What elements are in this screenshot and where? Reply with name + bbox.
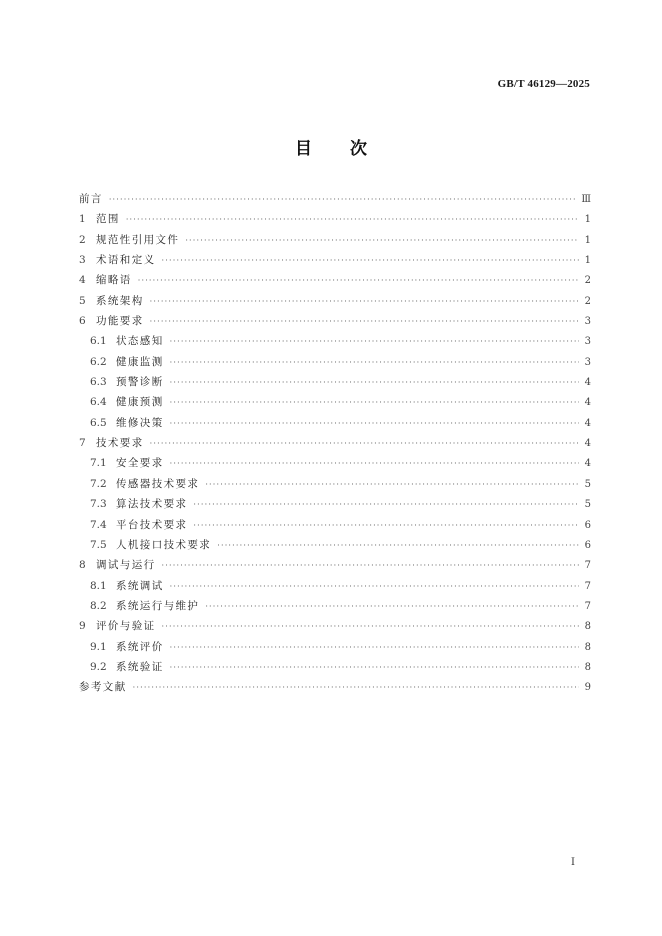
toc-entry-number: 2 [79, 233, 86, 246]
toc-entry[interactable] [79, 372, 591, 392]
toc-dot-leader [109, 190, 578, 210]
toc-entry-page: 2 [584, 295, 591, 307]
toc-entry-label: 安全要求 [116, 457, 164, 470]
toc-entry-number: 8.2 [90, 599, 107, 612]
toc-entry-label: 功能要求 [96, 315, 144, 328]
toc-entry[interactable] [79, 677, 591, 697]
toc-entry-page: 3 [584, 336, 591, 348]
toc-entry-number: 6.2 [90, 355, 107, 368]
toc-dot-leader [170, 393, 579, 413]
toc-entry-page: 7 [584, 560, 591, 572]
toc-entry-page: 5 [584, 499, 591, 511]
toc-dot-leader [162, 617, 580, 637]
toc-entry-number: 4 [79, 274, 86, 287]
toc-dot-leader [193, 516, 579, 536]
toc-dot-leader [170, 332, 579, 352]
toc-entry-page: 4 [584, 438, 591, 450]
toc-entry-label: 算法技术要求 [116, 498, 188, 511]
toc-entry-number: 9 [79, 620, 86, 633]
toc-entry-label: 健康监测 [116, 355, 164, 368]
toc-title: 目次 [295, 139, 405, 159]
toc-entry[interactable] [79, 433, 591, 453]
toc-entry-page: 8 [584, 621, 591, 633]
toc-entry[interactable] [79, 270, 591, 290]
toc-entry-number: 6.1 [90, 335, 107, 348]
toc-dot-leader [170, 577, 579, 597]
toc-entry[interactable] [79, 311, 591, 331]
page-number: I [571, 857, 575, 868]
toc-entry-label: 术语和定义 [96, 254, 156, 267]
toc-dot-leader [170, 658, 579, 678]
toc-dot-leader [138, 271, 579, 291]
toc-entry-page: 4 [584, 417, 591, 429]
toc-dot-leader [170, 353, 579, 373]
toc-dot-leader [133, 678, 579, 698]
toc-entry-label: 系统评价 [116, 640, 164, 653]
toc-entry-number: 7.4 [90, 518, 107, 531]
toc-dot-leader [126, 210, 579, 230]
toc-entry-label: 预警诊断 [116, 376, 164, 389]
toc-entry[interactable] [79, 250, 591, 270]
toc-entry-page: 4 [584, 458, 591, 470]
toc-entry-label: 状态感知 [116, 335, 164, 348]
toc-entry-number: 7.5 [90, 538, 107, 551]
toc-entry[interactable] [79, 413, 591, 433]
toc-entry-page: 1 [584, 214, 591, 226]
toc-dot-leader [217, 536, 579, 556]
toc-dot-leader [170, 373, 579, 393]
toc-entry-page: 7 [584, 580, 591, 592]
toc-entry-number: 7.1 [90, 457, 107, 470]
toc-entry-page: 1 [584, 255, 591, 267]
toc-entry-page: 9 [584, 682, 591, 694]
toc-entry[interactable] [79, 494, 591, 514]
toc-entry[interactable] [79, 474, 591, 494]
toc-entry-number: 7.3 [90, 498, 107, 511]
toc-entry-label: 维修决策 [116, 416, 164, 429]
toc-entry-page: 6 [584, 539, 591, 551]
toc-entry[interactable] [79, 515, 591, 535]
toc-entry[interactable] [79, 453, 591, 473]
toc-entry-number: 6.5 [90, 416, 107, 429]
toc-entry[interactable] [79, 392, 591, 412]
toc-entry-label: 前言 [79, 193, 103, 205]
toc-entry-number: 6 [79, 315, 86, 328]
toc-dot-leader [205, 475, 579, 495]
toc-entry-label: 技术要求 [96, 437, 144, 450]
toc-entry[interactable] [79, 535, 591, 555]
toc-entry-label: 缩略语 [96, 274, 132, 287]
toc-dot-leader [162, 556, 580, 576]
toc-entry-number: 9.2 [90, 660, 107, 673]
toc-dot-leader [170, 638, 579, 658]
toc-entry-number: 6.3 [90, 376, 107, 389]
toc-entry-number: 5 [79, 294, 86, 307]
toc-entry[interactable] [79, 209, 591, 229]
toc-dot-leader [150, 292, 579, 312]
toc-entry-page: Ⅲ [581, 194, 591, 205]
toc-entry[interactable] [79, 352, 591, 372]
toc-entry-number: 8.1 [90, 579, 107, 592]
toc-entry-page: 4 [584, 397, 591, 409]
toc-entry-label: 系统运行与维护 [116, 599, 200, 612]
toc-entry-label: 系统架构 [96, 294, 144, 307]
toc-entry[interactable] [79, 576, 591, 596]
toc-entry-number: 3 [79, 254, 86, 267]
toc-dot-leader [185, 231, 579, 251]
toc-entry[interactable] [79, 291, 591, 311]
toc-entry-number: 6.4 [90, 396, 107, 409]
toc-entry-number: 7 [79, 437, 86, 450]
toc-dot-leader [193, 495, 579, 515]
toc-dot-leader [150, 312, 579, 332]
toc-entry-label: 系统验证 [116, 660, 164, 673]
toc-entry-page: 7 [584, 600, 591, 612]
toc-entry-label: 健康预测 [116, 396, 164, 409]
toc-entry-label: 参考文献 [79, 681, 127, 694]
toc-entry-page: 4 [584, 377, 591, 389]
toc-dot-leader [205, 597, 579, 617]
toc-entry[interactable] [79, 230, 591, 250]
toc-entry-page: 2 [584, 275, 591, 287]
toc-entry-page: 8 [584, 661, 591, 673]
toc-entry[interactable] [79, 596, 591, 616]
toc-entry-label: 平台技术要求 [116, 518, 188, 531]
toc-entry-page: 1 [584, 234, 591, 246]
standard-number: GB/T 46129—2025 [497, 78, 590, 90]
toc-dot-leader [150, 434, 579, 454]
toc-entry-page: 3 [584, 316, 591, 328]
toc-entry-label: 范围 [96, 213, 120, 226]
toc-dot-leader [170, 414, 579, 434]
toc-entry-page: 6 [584, 519, 591, 531]
toc-entry-page: 5 [584, 478, 591, 490]
toc-entry-label: 人机接口技术要求 [116, 538, 212, 551]
toc-entry[interactable] [79, 616, 591, 636]
toc-entry-label: 传感器技术要求 [116, 477, 200, 490]
toc-dot-leader [162, 251, 580, 271]
toc-entry[interactable] [79, 657, 591, 677]
table-of-contents [79, 189, 591, 698]
toc-entry-label: 规范性引用文件 [96, 233, 180, 246]
toc-entry[interactable] [79, 637, 591, 657]
toc-entry[interactable] [79, 555, 591, 575]
toc-entry-page: 8 [584, 641, 591, 653]
toc-dot-leader [170, 454, 579, 474]
toc-entry-number: 1 [79, 213, 86, 226]
toc-entry-label: 评价与验证 [96, 620, 156, 633]
toc-entry-label: 系统调试 [116, 579, 164, 592]
toc-entry-label: 调试与运行 [96, 559, 156, 572]
toc-entry-number: 7.2 [90, 477, 107, 490]
toc-entry-page: 3 [584, 356, 591, 368]
toc-entry-number: 8 [79, 559, 86, 572]
toc-entry-number: 9.1 [90, 640, 107, 653]
toc-entry[interactable] [79, 189, 591, 209]
toc-entry[interactable] [79, 331, 591, 351]
